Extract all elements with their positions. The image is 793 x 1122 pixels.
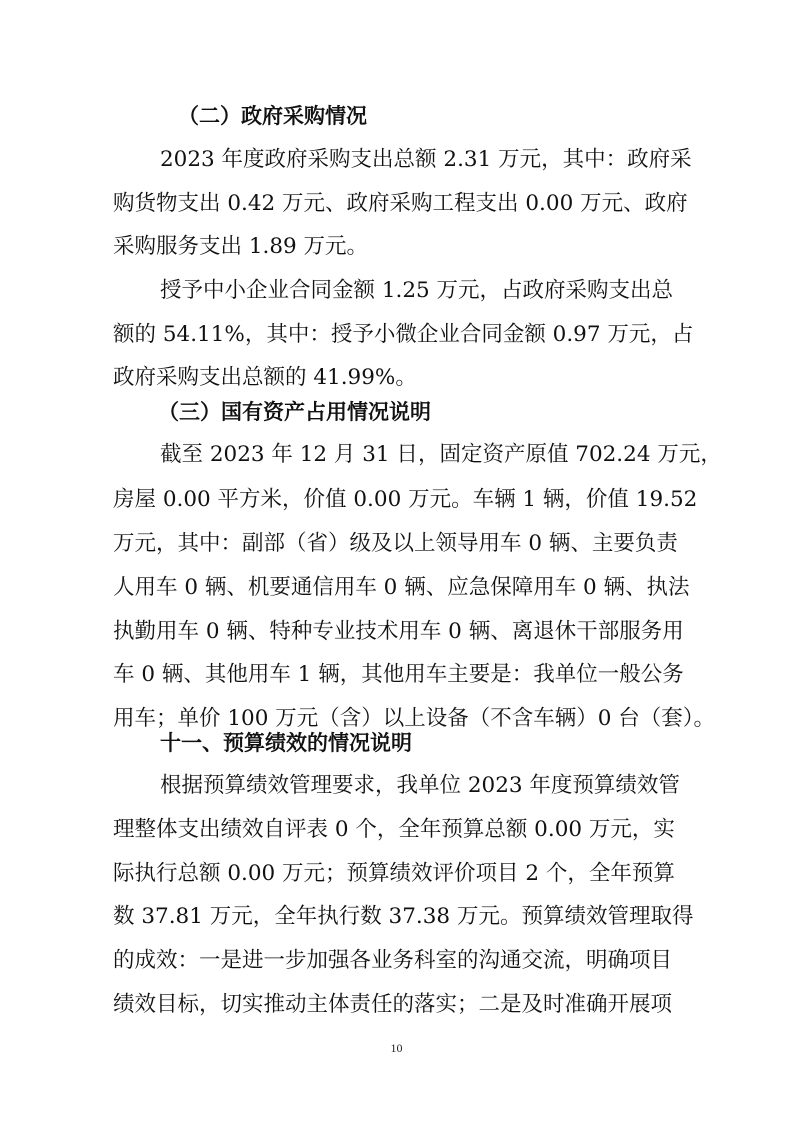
section-heading-state-assets: （三）国有资产占用情况说明: [158, 400, 431, 424]
paragraph-line: 房屋 0.00 平方米，价值 0.00 万元。车辆 1 辆，价值 19.52: [113, 487, 698, 512]
paragraph-line: 根据预算绩效管理要求，我单位 2023 年度预算绩效管: [160, 773, 680, 798]
paragraph-line: 的成效：一是进一步加强各业务科室的沟通交流，明确项目: [113, 948, 673, 973]
paragraph-line: 绩效目标，切实推动主体责任的落实；二是及时准确开展项: [113, 992, 673, 1017]
paragraph-line: 授予中小企业合同金额 1.25 万元，占政府采购支出总: [160, 278, 674, 303]
paragraph-line: 2023 年度政府采购支出总额 2.31 万元，其中：政府采: [160, 147, 692, 172]
section-heading-budget-performance: 十一、预算绩效的情况说明: [160, 731, 412, 755]
paragraph-line: 际执行总额 0.00 万元；预算绩效评价项目 2 个，全年预算: [113, 861, 675, 886]
paragraph-line: 理整体支出绩效自评表 0 个，全年预算总额 0.00 万元，实: [113, 817, 675, 842]
paragraph-line: 采购服务支出 1.89 万元。: [113, 234, 369, 259]
paragraph-line: 人用车 0 辆、机要通信用车 0 辆、应急保障用车 0 辆、执法: [113, 575, 690, 600]
paragraph-line: 数 37.81 万元，全年执行数 37.38 万元。预算绩效管理取得: [113, 904, 694, 929]
paragraph-line: 额的 54.11%，其中：授予小微企业合同金额 0.97 万元，占: [113, 322, 694, 347]
page-number: 10: [390, 1041, 403, 1055]
paragraph-line: 购货物支出 0.42 万元、政府采购工程支出 0.00 万元、政府: [113, 191, 688, 216]
paragraph-line: 截至 2023 年 12 月 31 日，固定资产原值 702.24 万元，: [160, 442, 722, 467]
paragraph-line: 万元，其中：副部（省）级及以上领导用车 0 辆、主要负责: [113, 531, 678, 556]
section-heading-government-procurement: （二）政府采购情况: [178, 104, 367, 128]
paragraph-line: 政府采购支出总额的 41.99%。: [113, 365, 417, 390]
paragraph-line: 用车；单价 100 万元（含）以上设备（不含车辆）0 台（套）。: [113, 706, 715, 731]
paragraph-line: 车 0 辆、其他用车 1 辆，其他用车主要是：我单位一般公务: [113, 662, 684, 687]
paragraph-line: 执勤用车 0 辆、特种专业技术用车 0 辆、离退休干部服务用: [113, 619, 684, 644]
